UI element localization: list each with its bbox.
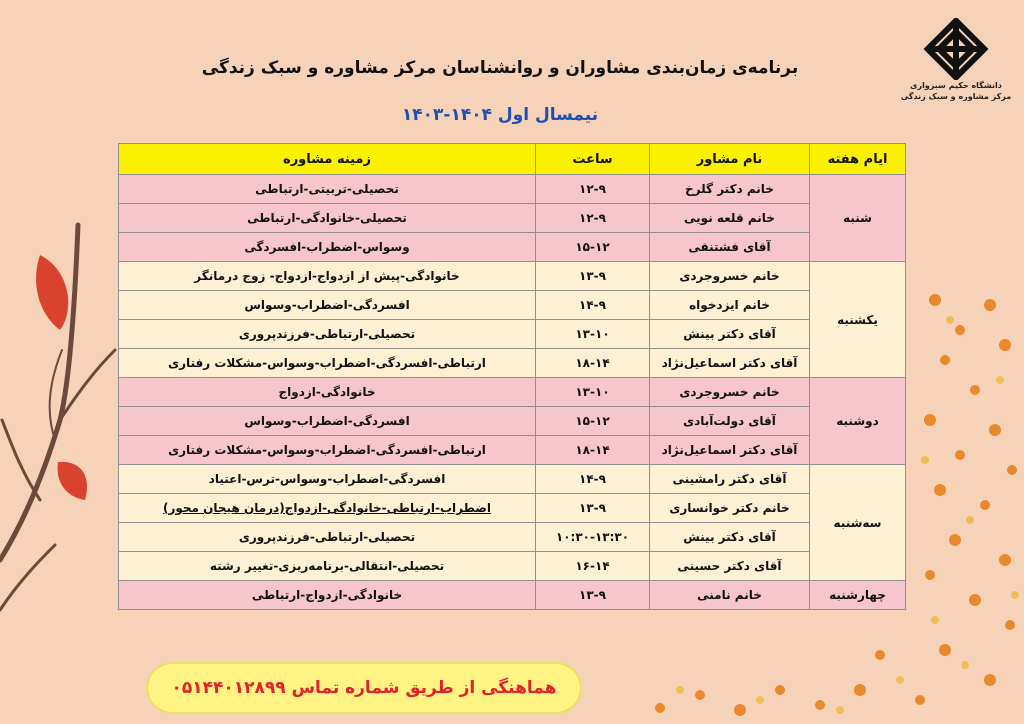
header-counselor: نام مشاور (650, 144, 810, 175)
time-cell: ۱۴-۹ (536, 291, 650, 320)
field-cell: ارتباطی-افسردگی-اضطراب-وسواس-مشکلات رفتاری (119, 349, 536, 378)
header-day: ایام هفته (810, 144, 906, 175)
counselor-cell: خانم دکتر گلرخ (650, 175, 810, 204)
counselor-cell: خانم قلعه نویی (650, 204, 810, 233)
time-cell: ۱۲-۹ (536, 204, 650, 233)
counselor-cell: خانم ایزدخواه (650, 291, 810, 320)
logo-university-name: دانشگاه حکیم سبزواری (910, 81, 1002, 90)
time-cell: ۱۲-۹ (536, 175, 650, 204)
header-field: زمینه مشاوره (119, 144, 536, 175)
time-cell: ۱۳-۱۰ (536, 320, 650, 349)
semester-subtitle: نیمسال اول ۱۴۰۴-۱۴۰۳ (401, 105, 599, 125)
counselor-cell: آقای دکتر بینش (650, 523, 810, 552)
counselor-cell: خانم نامنی (650, 581, 810, 610)
field-cell: تحصیلی-تربیتی-ارتباطی (119, 175, 536, 204)
counselor-cell: آقای فشتنقی (650, 233, 810, 262)
field-cell: افسردگی-اضطراب-وسواس (119, 291, 536, 320)
counselor-cell: خانم دکتر خوانساری (650, 494, 810, 523)
day-cell-wednesday: چهارشنبه (810, 581, 906, 610)
university-logo (900, 18, 1012, 102)
counselor-cell: آقای دکتر رامشینی (650, 465, 810, 494)
field-cell: وسواس-اضطراب-افسردگی (119, 233, 536, 262)
time-cell: ۱۰:۳۰-۱۳:۳۰ (536, 523, 650, 552)
time-cell: ۱۳-۹ (536, 262, 650, 291)
logo-center-name: مرکز مشاوره و سبک زندگی (900, 92, 1012, 101)
table-row (119, 233, 906, 262)
field-cell: خانوادگی-پیش از ازدواج-ازدواج- زوج درمانگر (119, 262, 536, 291)
table-row (119, 494, 906, 523)
university-knot-logo-icon (923, 18, 989, 80)
time-cell: ۱۳-۱۰ (536, 378, 650, 407)
counselor-cell: آقای دکتر حسینی (650, 552, 810, 581)
table-row (119, 378, 906, 407)
time-cell: ۱۳-۹ (536, 494, 650, 523)
field-cell: افسردگی-اضطراب-وسواس (119, 407, 536, 436)
day-cell-sunday: یکشنبه (810, 262, 906, 378)
time-cell: ۱۵-۱۲ (536, 407, 650, 436)
table-row (119, 349, 906, 378)
counseling-schedule-table (118, 143, 906, 610)
table-row (119, 291, 906, 320)
field-cell: افسردگی-اضطراب-وسواس-ترس-اعتیاد (119, 465, 536, 494)
table-header-row (119, 144, 906, 175)
counselor-cell: خانم خسروجردی (650, 378, 810, 407)
time-cell: ۱۸-۱۴ (536, 436, 650, 465)
field-cell: تحصیلی-ارتباطی-فرزندپروری (119, 320, 536, 349)
field-cell: تحصیلی-خانوادگی-ارتباطی (119, 204, 536, 233)
time-cell: ۱۶-۱۴ (536, 552, 650, 581)
time-cell: ۱۸-۱۴ (536, 349, 650, 378)
header-time: ساعت (536, 144, 650, 175)
table-row (119, 436, 906, 465)
day-cell-saturday: شنبه (810, 175, 906, 262)
table-row (119, 523, 906, 552)
day-cell-monday: دوشنبه (810, 378, 906, 465)
contact-banner: هماهنگی از طریق شماره تماس ۰۵۱۴۴۰۱۲۸۹۹ (146, 662, 582, 714)
field-cell: خانوادگی-ازدواج (119, 378, 536, 407)
field-cell: ارتباطی-افسردگی-اضطراب-وسواس-مشکلات رفتاری (119, 436, 536, 465)
day-cell-tuesday: سه‌شنبه (810, 465, 906, 581)
table-row (119, 407, 906, 436)
counselor-cell: آقای دکتر اسماعیل‌نژاد (650, 436, 810, 465)
counselor-cell: آقای دکتر بینش (650, 320, 810, 349)
counselor-cell: آقای دولت‌آبادی (650, 407, 810, 436)
table-row (119, 552, 906, 581)
counselor-cell: آقای دکتر اسماعیل‌نژاد (650, 349, 810, 378)
table-row (119, 175, 906, 204)
table-row (119, 465, 906, 494)
field-cell: خانوادگی-ازدواج-ارتباطی (119, 581, 536, 610)
table-row (119, 581, 906, 610)
counselor-cell: خانم خسروجردی (650, 262, 810, 291)
time-cell: ۱۵-۱۲ (536, 233, 650, 262)
time-cell: ۱۳-۹ (536, 581, 650, 610)
table-row (119, 320, 906, 349)
field-cell: تحصیلی-انتقالی-برنامه‌ریزی-تغییر رشته (119, 552, 536, 581)
table-row (119, 262, 906, 291)
page-title: برنامه‌ی زمان‌بندی مشاوران و روانشناسان مرکز مشاوره و سبک زندگی (201, 58, 799, 78)
table-row (119, 204, 906, 233)
field-cell: تحصیلی-ارتباطی-فرزندپروری (119, 523, 536, 552)
field-cell: اضطراب-ارتباطی-خانوادگی-ازدواج(درمان هیجان محور) (119, 494, 536, 523)
time-cell: ۱۴-۹ (536, 465, 650, 494)
